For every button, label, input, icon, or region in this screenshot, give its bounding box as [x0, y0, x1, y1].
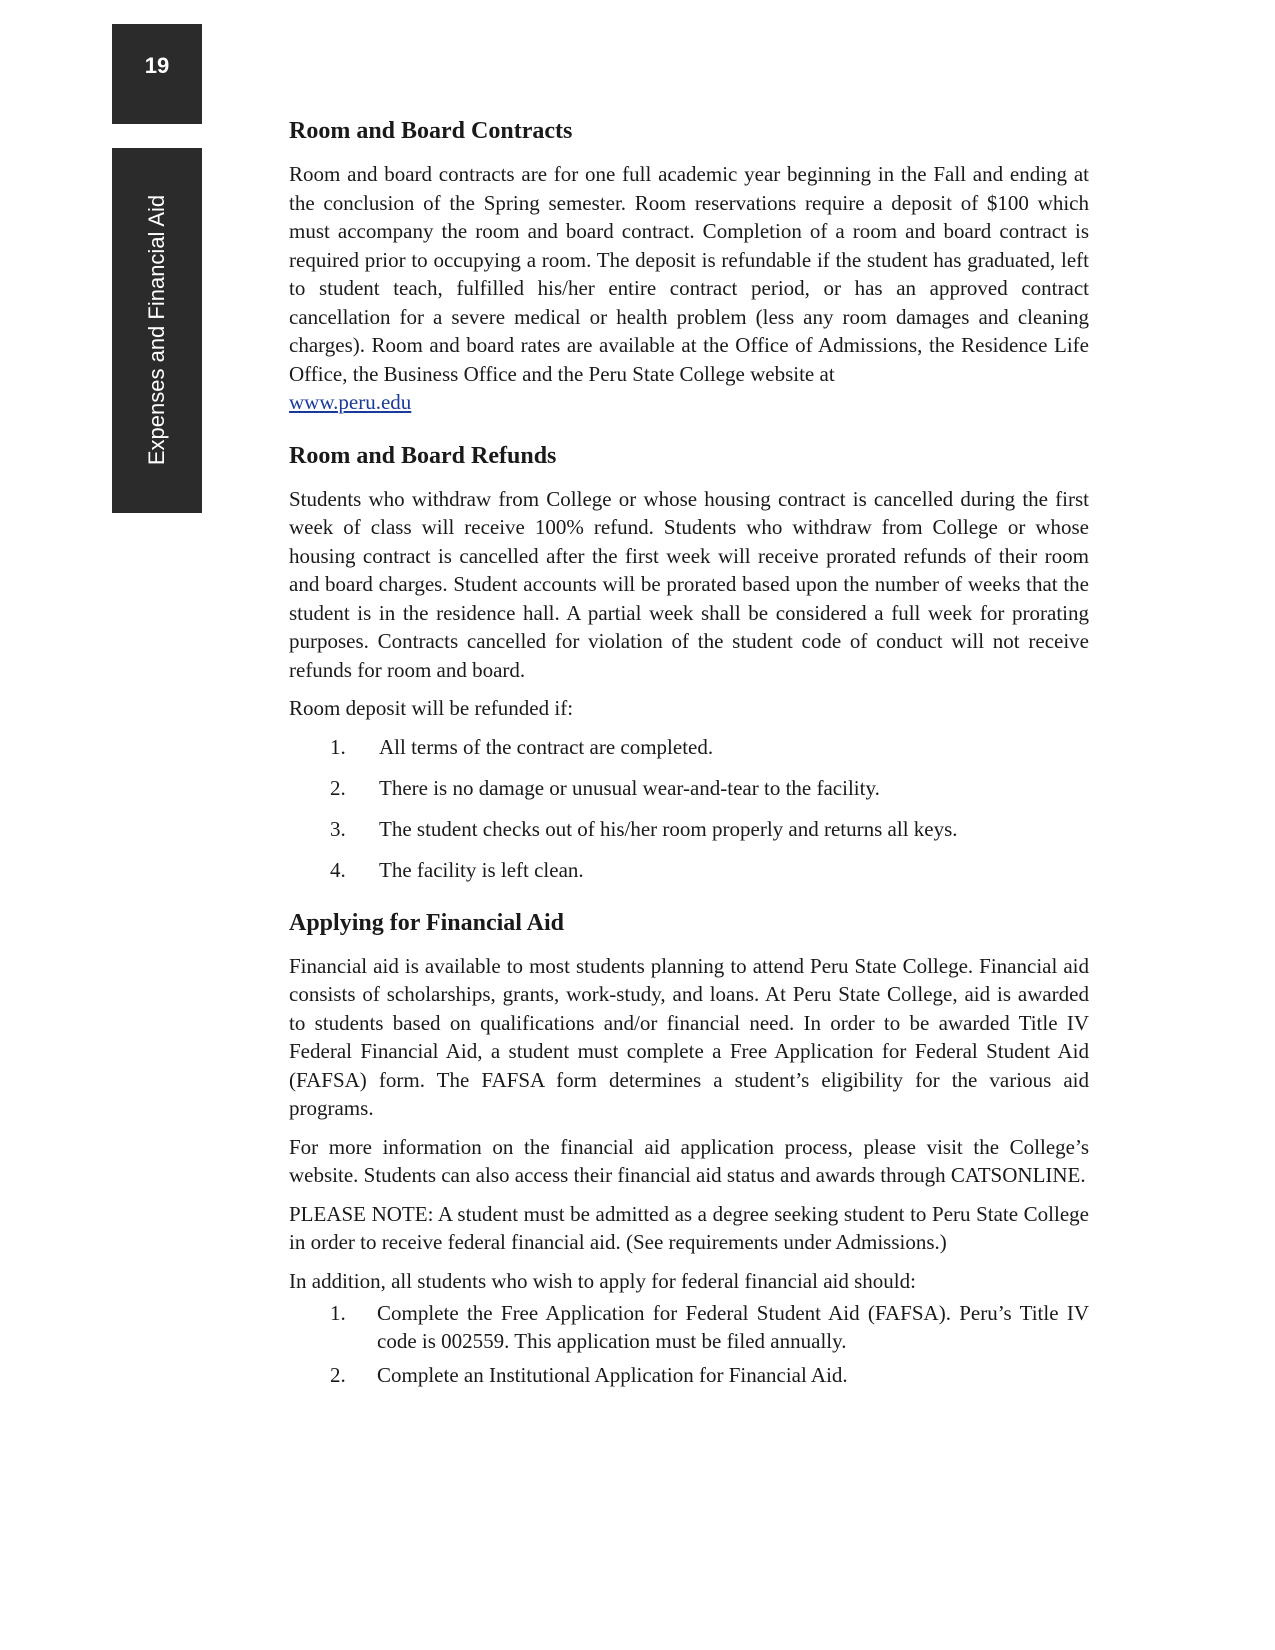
financial-aid-steps — [289, 1299, 1089, 1389]
financial-aid-paragraph-2: For more information on the financial aid application process, please visit the College’s website. Students can also access their financial aid status and awards through CATSONLINE. — [289, 1134, 1089, 1187]
financial-aid-heading: Applying for Financial Aid — [289, 909, 564, 936]
list-text: The student checks out of his/her room properly and returns all keys. — [379, 816, 958, 841]
list-number: 1. — [330, 1301, 346, 1325]
financial-aid-steps-intro: In addition, all students who wish to apply for federal financial aid should: — [289, 1268, 916, 1293]
room-board-refunds-paragraph: Students who withdraw from College or whose housing contract is cancelled during the first week of class will receive 100% refund. Students who withdraw from College or whose housing contract is cancelled after the first week will receive prorated refunds of their room and board charges. Student accounts will be prorated based upon the number of weeks that the student is in the residence hall. A partial week shall be considered a full week for prorating purposes. Contracts cancelled for violation of the student code of conduct will not receive refunds for room and board. — [289, 486, 1089, 682]
list-item — [289, 733, 1089, 761]
list-item — [289, 1361, 1089, 1389]
list-text: The facility is left clean. — [379, 857, 584, 882]
list-text: All terms of the contract are completed. — [379, 734, 714, 759]
section-tab — [112, 148, 202, 513]
page-number-tab — [112, 24, 202, 124]
page-number: 19 — [144, 53, 170, 78]
room-board-contracts-paragraph — [289, 160, 1089, 417]
financial-aid-paragraph-1: Financial aid is available to most students planning to attend Peru State College. Financial aid consists of scholarships, grants, work-study, and loans. At Peru State College, aid is awarded to students based on qualifications and/or financial need. In order to be awarded Title IV Federal Financial Aid, a student must complete a Free Application for Federal Student Aid (FAFSA) form. The FAFSA form determines a student’s eligibility for the various aid programs. — [289, 953, 1089, 1120]
list-text: Complete an Institutional Application for Financial Aid. — [377, 1363, 848, 1387]
peru-website-link[interactable]: www.peru.edu — [289, 390, 412, 414]
room-board-contracts-section — [289, 116, 1089, 417]
financial-aid-note: PLEASE NOTE: A student must be admitted as a degree seeking student to Peru State College in order to receive federal financial aid. (See requirements under Admissions.) — [289, 1201, 1089, 1254]
room-board-contracts-heading: Room and Board Contracts — [289, 118, 573, 144]
list-item — [289, 774, 1089, 802]
list-number: 2. — [330, 775, 346, 800]
section-tab-label: Expenses and Financial Aid — [144, 194, 169, 466]
list-number: 4. — [330, 857, 346, 882]
deposit-refund-conditions — [289, 733, 1089, 884]
list-number: 3. — [330, 816, 346, 841]
list-text: There is no damage or unusual wear-and-tear to the facility. — [379, 775, 880, 800]
page-content — [289, 116, 1089, 1403]
room-board-refunds-section — [289, 441, 1089, 884]
list-number: 1. — [330, 734, 346, 759]
list-number: 2. — [330, 1363, 346, 1387]
list-item — [289, 1299, 1089, 1355]
room-board-contracts-text: Room and board contracts are for one full academic year beginning in the Fall and ending at the conclusion of the Spring semester. Room reservations require a deposit of $100 which must accompany the room and board contract. Completion of a room and board contract is required prior to occupying a room. The deposit is refundable if the student has graduated, left to student teach, fulfilled his/her entire contract period, or has an approved contract cancellation for a severe medical or health problem (less any room damages and cleaning charges). Room and board rates are available at the Office of Admissions, the Residence Life Office, the Business Office and the Peru State College website at — [289, 162, 1089, 386]
list-text: Complete the Free Application for Federal Student Aid (FAFSA). Peru’s Title IV code is 002559. This application must be filed annually. — [377, 1301, 1089, 1353]
room-board-refunds-heading: Room and Board Refunds — [289, 442, 557, 469]
deposit-refund-intro: Room deposit will be refunded if: — [289, 696, 574, 720]
list-item — [289, 815, 1089, 843]
list-item — [289, 856, 1089, 884]
financial-aid-section — [289, 908, 1089, 1390]
